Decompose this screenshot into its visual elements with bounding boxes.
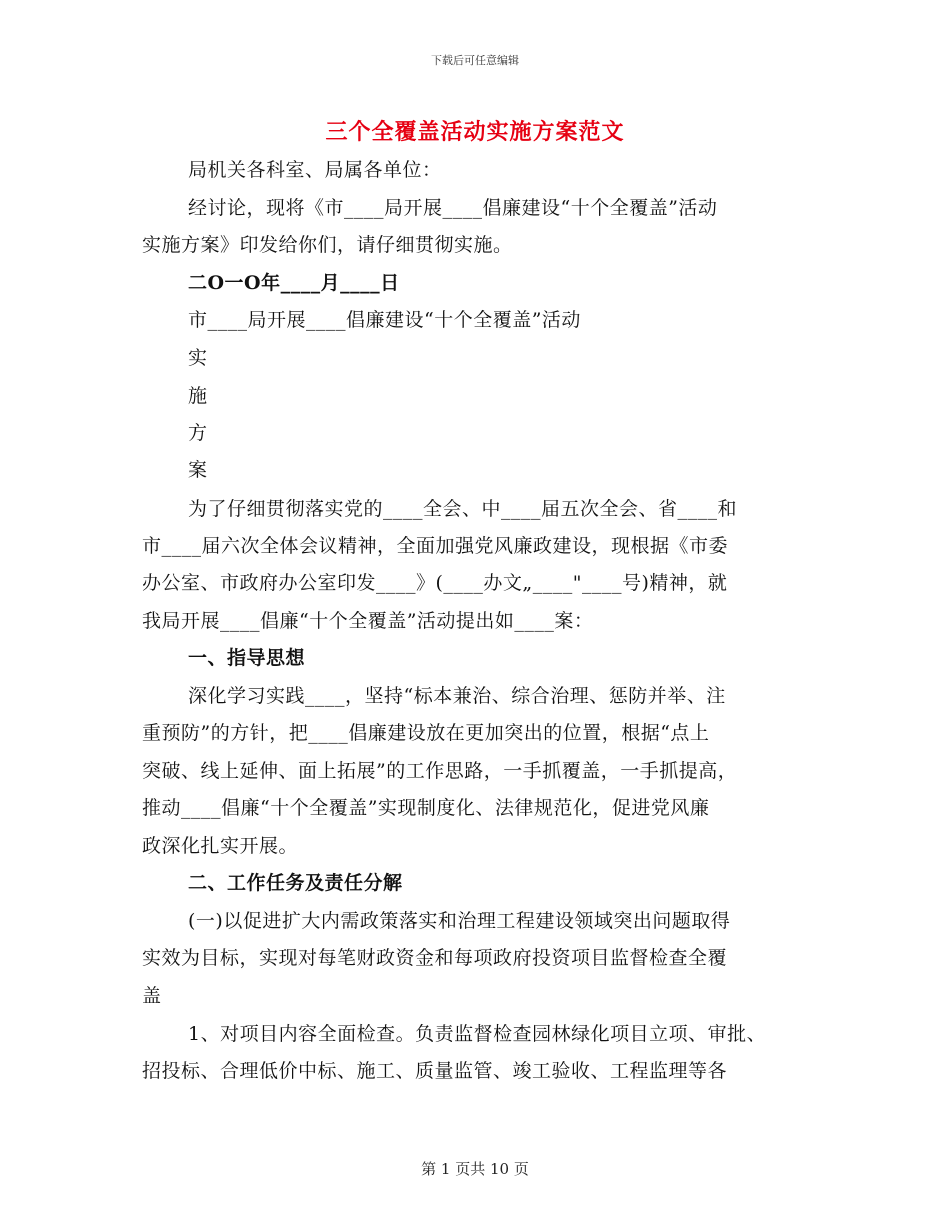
plan-title-char: 方 [188,422,208,444]
body-line: 突破、线上延伸、面上拓展”的工作思路，一手抓覆盖，一手抓提高， [142,760,738,782]
body-line: 推动____倡廉“十个全覆盖”实现制度化、法律规范化，促进党风廉 [142,797,710,819]
body-line: (一)以促进扩大内需政策落实和治理工程建设领域突出问题取得 [188,910,731,932]
body-line: 为了仔细贯彻落实党的____全会、中____届五次全会、省____和 [188,498,738,520]
plan-title-char: 施 [188,385,208,407]
salutation: 局机关各科室、局属各单位： [188,159,442,181]
section-heading: 二、工作任务及责任分解 [188,872,403,894]
page-header: 下载后可任意编辑 [431,54,519,67]
body-line: 深化学习实践____，坚持“标本兼治、综合治理、惩防并举、注 [188,685,726,707]
body-line: 实施方案》印发给你们，请仔细贯彻实施。 [142,234,513,256]
body-line: 经讨论，现将《市____局开展____倡廉建设“十个全覆盖”活动 [188,197,718,219]
plan-title-char: 案 [188,459,208,481]
plan-title-line: 市____局开展____倡廉建设“十个全覆盖”活动 [188,309,581,331]
body-line: 盖 [142,985,162,1007]
body-line: 市____届六次全体会议精神，全面加强党风廉政建设，现根据《市委 [142,535,729,557]
body-line: 办公室、市政府办公室印发____》(____办文„____"____号)精神，就 [142,572,728,594]
page-footer: 第 1 页共 10 页 [421,1160,529,1178]
date-line: 二O一O年____月____日 [188,272,400,294]
body-line: 重预防”的方针，把____倡廉建设放在更加突出的位置，根据“点上 [142,722,710,744]
body-line: 招投标、合理低价中标、施工、质量监管、竣工验收、工程监理等各 [142,1060,728,1082]
document-title: 三个全覆盖活动实施方案范文 [325,119,625,145]
body-line: 我局开展____倡廉“十个全覆盖”活动提出如____案： [142,610,594,632]
body-line: 实效为目标，实现对每笔财政资金和每项政府投资项目监督检查全覆 [142,947,728,969]
section-heading: 一、指导思想 [188,647,306,669]
body-line: 政深化扎实开展。 [142,835,299,857]
body-line: 1、对项目内容全面检查。负责监督检查园林绿化项目立项、审批、 [188,1023,767,1045]
plan-title-char: 实 [188,347,208,369]
